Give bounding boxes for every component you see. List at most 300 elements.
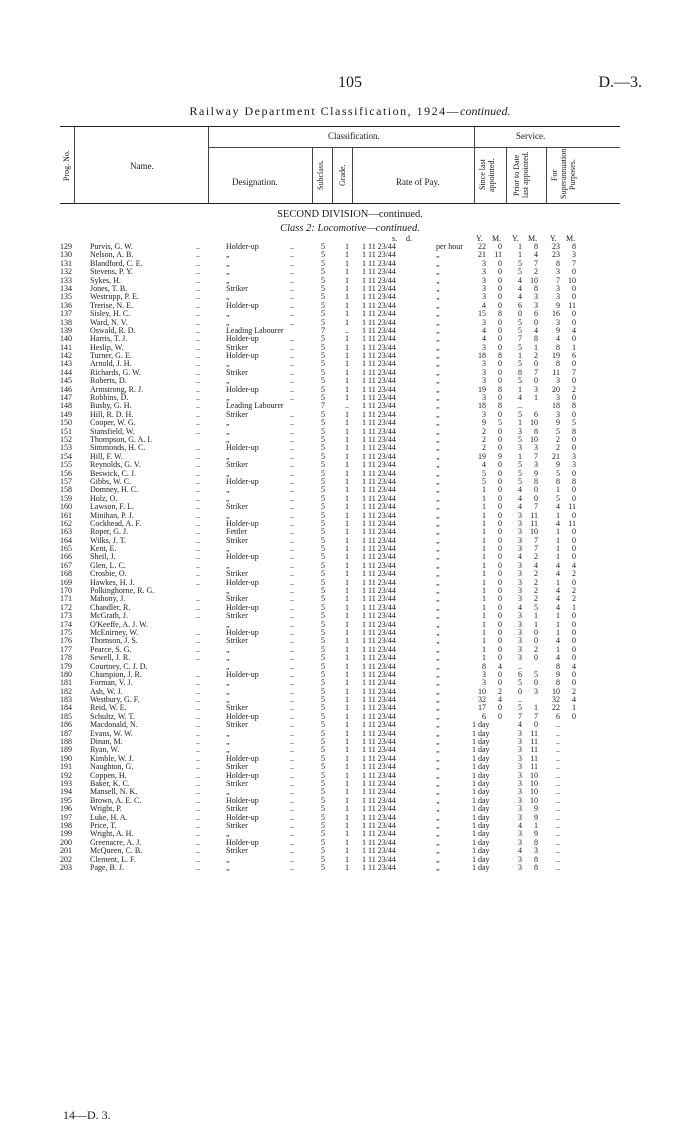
cell-since-last-years: 1 (482, 569, 486, 579)
cell-grade: 1 (345, 502, 349, 512)
cell-prog-no: 171 (60, 594, 72, 604)
cell-subclass: 5 (321, 695, 325, 705)
footer-ref: 14—D. 3. (63, 1108, 111, 1122)
cell-super-years: .. (556, 753, 560, 763)
cell-prog-no: 159 (60, 493, 72, 503)
cell-super-months: 0 (572, 527, 576, 537)
cell-super-years: 4 (556, 602, 560, 612)
page-reference: D.—3. (598, 74, 642, 91)
cell-prog-no: 132 (60, 267, 72, 277)
cell-designation: „ (226, 317, 230, 327)
cell-designation: Leading Labourer (226, 325, 284, 335)
cell-leader-2: .. (290, 300, 294, 310)
cell-leader-2: .. (290, 829, 294, 839)
cell-since-last-years: 1 day (472, 862, 490, 872)
cell-designation: „ (226, 468, 230, 478)
cell-leader-1: .. (196, 653, 200, 663)
cell-subclass: 5 (321, 737, 325, 747)
cell-prior-years: 5 (518, 317, 522, 327)
cell-since-last-months: 0 (498, 443, 502, 453)
unit-s: s. (392, 234, 398, 243)
cell-rate-unit: „ (436, 586, 440, 596)
unit-y3: Y. (550, 234, 557, 243)
cell-super-months: 0 (572, 493, 576, 503)
cell-leader-2: .. (290, 728, 294, 738)
cell-rate-unit: „ (436, 527, 440, 537)
cell-leader-1: .. (196, 552, 200, 562)
cell-prior-months: 1 (534, 619, 538, 629)
cell-subclass: 5 (321, 242, 325, 251)
cell-since-last-years: 4 (482, 300, 486, 310)
cell-rate-of-pay: 1 11 23/44 (362, 359, 396, 369)
cell-prior-months: 10 (530, 787, 538, 797)
cell-since-last-months: 0 (498, 644, 502, 654)
cell-prog-no: 146 (60, 384, 72, 394)
cell-since-last-months: 0 (498, 560, 502, 570)
cell-super-months: 10 (568, 275, 576, 285)
cell-super-years: .. (556, 820, 560, 830)
cell-rate-unit: „ (436, 812, 440, 822)
cell-prog-no: 180 (60, 669, 72, 679)
cell-leader-1: .. (196, 443, 200, 453)
cell-rate-unit: „ (436, 460, 440, 470)
cell-leader-2: .. (290, 644, 294, 654)
cell-super-months: 0 (572, 627, 576, 637)
cell-prog-no: 163 (60, 527, 72, 537)
cell-leader-2: .. (290, 854, 294, 864)
cell-rate-unit: „ (436, 426, 440, 436)
cell-designation: Holder-up (226, 351, 259, 361)
cell-rate-of-pay: 1 11 23/44 (362, 820, 396, 830)
cell-leader-1: .. (196, 460, 200, 470)
cell-leader-1: .. (196, 804, 200, 814)
cell-name: Turner, G. E. (90, 351, 132, 361)
cell-subclass: 5 (321, 418, 325, 428)
cell-since-last-years: 18 (478, 351, 486, 361)
cell-designation: „ (226, 426, 230, 436)
cell-leader-1: .. (196, 602, 200, 612)
cell-rate-unit: „ (436, 317, 440, 327)
cell-prior-months: 5 (534, 669, 538, 679)
cell-since-last-years: 1 (482, 594, 486, 604)
cell-leader-1: .. (196, 577, 200, 587)
cell-designation: Striker (226, 611, 248, 621)
cell-leader-2: .. (290, 485, 294, 495)
cell-since-last-months: 0 (498, 342, 502, 352)
cell-subclass: 5 (321, 711, 325, 721)
cell-rate-of-pay: 1 11 23/44 (362, 351, 396, 361)
cell-name: Luke, H. A. (90, 812, 128, 822)
cell-leader-1: .. (196, 745, 200, 755)
cell-prior-months: 0 (534, 359, 538, 369)
cell-name: McQueen, C. B. (90, 846, 143, 856)
cell-prog-no: 147 (60, 393, 72, 403)
cell-rate-unit: „ (436, 384, 440, 394)
cell-since-last-months: 0 (498, 535, 502, 545)
cell-designation: Striker (226, 636, 248, 646)
cell-rate-unit: „ (436, 393, 440, 403)
cell-rate-of-pay: 1 11 23/44 (362, 854, 396, 864)
cell-leader-1: .. (196, 468, 200, 478)
cell-since-last-years: 1 day (472, 795, 490, 805)
cell-super-years: 3 (556, 292, 560, 302)
cell-super-years: 1 (556, 485, 560, 495)
cell-prog-no: 142 (60, 351, 72, 361)
cell-super-months: 2 (572, 586, 576, 596)
cell-designation: „ (226, 862, 230, 872)
cell-subclass: 5 (321, 283, 325, 293)
cell-rate-of-pay: 1 11 23/44 (362, 283, 396, 293)
cell-super-months: 0 (572, 267, 576, 277)
cell-since-last-years: 1 day (472, 762, 490, 772)
header-designation: Designation. (232, 177, 278, 187)
cell-leader-2: .. (290, 376, 294, 386)
cell-since-last-years: 3 (482, 678, 486, 688)
cell-subclass: 5 (321, 854, 325, 864)
cell-prog-no: 139 (60, 325, 72, 335)
cell-subclass: 5 (321, 862, 325, 872)
cell-rate-unit: „ (436, 577, 440, 587)
cell-rate-unit: „ (436, 552, 440, 562)
cell-name: Wright, P. (90, 804, 122, 814)
cell-super-months: 0 (572, 409, 576, 419)
cell-designation: Striker (226, 283, 248, 293)
class-title: Class 2: Locomotive—continued. (280, 223, 420, 234)
cell-since-last-years: 18 (478, 401, 486, 411)
cell-name: Jones, T. B. (90, 283, 128, 293)
cell-grade: 1 (345, 317, 349, 327)
cell-grade: 1 (345, 560, 349, 570)
cell-rate-of-pay: 1 11 23/44 (362, 762, 396, 772)
cell-designation: „ (226, 418, 230, 428)
cell-leader-1: .. (196, 720, 200, 730)
cell-prior-years: 1 (518, 351, 522, 361)
cell-leader-2: .. (290, 602, 294, 612)
cell-rate-of-pay: 1 11 23/44 (362, 753, 396, 763)
cell-prog-no: 144 (60, 367, 72, 377)
cell-designation: „ (226, 393, 230, 403)
cell-subclass: 5 (321, 577, 325, 587)
cell-prior-months: 3 (534, 300, 538, 310)
cell-prog-no: 186 (60, 720, 72, 730)
cell-subclass: 5 (321, 502, 325, 512)
cell-name: Gibbs, W. C. (90, 476, 132, 486)
cell-leader-1: .. (196, 737, 200, 747)
cell-rate-of-pay: 1 11 23/44 (362, 485, 396, 495)
cell-grade: 1 (345, 703, 349, 713)
cell-subclass: 5 (321, 627, 325, 637)
cell-designation: Striker (226, 502, 248, 512)
cell-subclass: 5 (321, 678, 325, 688)
cell-since-last-years: 1 (482, 544, 486, 554)
cell-prog-no: 131 (60, 258, 72, 268)
cell-designation: Holder-up (226, 795, 259, 805)
cell-super-years: 4 (556, 518, 560, 528)
cell-prior-years: 4 (518, 846, 522, 856)
cell-prog-no: 193 (60, 779, 72, 788)
cell-prior-months: 7 (534, 451, 538, 461)
cell-grade: 1 (345, 250, 349, 260)
cell-prior-months: 11 (530, 745, 538, 755)
cell-rate-of-pay: 1 11 23/44 (362, 242, 396, 251)
table-row (60, 864, 620, 872)
cell-name: McGrath, J. (90, 611, 128, 621)
cell-super-years: 1 (556, 527, 560, 537)
cell-since-last-years: 1 day (472, 837, 490, 847)
cell-prior-years: 1 (518, 418, 522, 428)
cell-rate-of-pay: 1 11 23/44 (362, 418, 396, 428)
cell-super-years: 3 (556, 409, 560, 419)
cell-name: Sewell, J. R. (90, 653, 131, 663)
cell-super-years: 8 (556, 476, 560, 486)
cell-rate-of-pay: 1 11 23/44 (362, 317, 396, 327)
cell-super-years: .. (556, 846, 560, 856)
cell-super-months: 1 (572, 602, 576, 612)
cell-leader-1: .. (196, 309, 200, 319)
cell-super-years: .. (556, 787, 560, 797)
cell-leader-2: .. (290, 317, 294, 327)
cell-designation: Holder-up (226, 753, 259, 763)
cell-prior-months: 2 (534, 594, 538, 604)
cell-prog-no: 133 (60, 275, 72, 285)
cell-subclass: 5 (321, 250, 325, 260)
cell-grade: 1 (345, 342, 349, 352)
cell-leader-1: .. (196, 594, 200, 604)
cell-designation: Striker (226, 820, 248, 830)
cell-subclass: 5 (321, 300, 325, 310)
cell-subclass: 5 (321, 493, 325, 503)
cell-rate-of-pay: 1 11 23/44 (362, 476, 396, 486)
cell-rate-of-pay: 1 11 23/44 (362, 451, 396, 461)
cell-prog-no: 168 (60, 569, 72, 579)
cell-name: Macdonald, N. (90, 720, 138, 730)
cell-prog-no: 165 (60, 544, 72, 554)
cell-subclass: 5 (321, 728, 325, 738)
cell-leader-2: .. (290, 384, 294, 394)
cell-name: Price, T. (90, 820, 117, 830)
cell-super-months: 11 (568, 502, 576, 512)
cell-leader-1: .. (196, 686, 200, 696)
cell-since-last-months: 0 (498, 577, 502, 587)
cell-leader-1: .. (196, 829, 200, 839)
cell-grade: 1 (345, 636, 349, 646)
cell-since-last-years: 1 (482, 611, 486, 621)
cell-rate-unit: „ (436, 300, 440, 310)
cell-leader-2: .. (290, 250, 294, 260)
cell-prior-months: 1 (534, 611, 538, 621)
cell-since-last-months: 0 (498, 476, 502, 486)
cell-grade: 1 (345, 619, 349, 629)
cell-leader-2: .. (290, 569, 294, 579)
cell-super-months: 0 (572, 317, 576, 327)
cell-prior-years: 5 (518, 359, 522, 369)
cell-grade: 1 (345, 292, 349, 302)
unit-m1: M. (492, 234, 502, 243)
cell-leader-2: .. (290, 820, 294, 830)
cell-rate-of-pay: 1 11 23/44 (362, 401, 396, 411)
cell-subclass: 5 (321, 275, 325, 285)
cell-subclass: 5 (321, 393, 325, 403)
cell-since-last-months: 0 (498, 376, 502, 386)
cell-designation: „ (226, 292, 230, 302)
cell-rate-unit: „ (436, 418, 440, 428)
cell-super-months: 0 (572, 669, 576, 679)
cell-since-last-months: 0 (498, 611, 502, 621)
cell-super-months: 3 (572, 451, 576, 461)
cell-subclass: 5 (321, 451, 325, 461)
cell-rate-of-pay: 1 11 23/44 (362, 409, 396, 419)
cell-since-last-years: 3 (482, 317, 486, 327)
cell-since-last-months: 0 (498, 300, 502, 310)
cell-leader-1: .. (196, 636, 200, 646)
cell-prior-months: 1 (534, 393, 538, 403)
cell-prior-months: 3 (534, 384, 538, 394)
cell-rate-of-pay: 1 11 23/44 (362, 577, 396, 587)
cell-since-last-years: 1 (482, 586, 486, 596)
cell-prog-no: 187 (60, 728, 72, 738)
cell-since-last-years: 10 (478, 686, 486, 696)
cell-prog-no: 129 (60, 242, 72, 251)
cell-name: Purvis, G. W. (90, 242, 133, 251)
cell-since-last-years: 3 (482, 342, 486, 352)
cell-subclass: 5 (321, 829, 325, 839)
cell-since-last-months: 0 (498, 434, 502, 444)
cell-designation: „ (226, 275, 230, 285)
cell-leader-2: .. (290, 342, 294, 352)
cell-prior-years: 3 (518, 770, 522, 780)
cell-super-years: 3 (556, 283, 560, 293)
cell-prog-no: 188 (60, 737, 72, 747)
cell-prior-months: 0 (534, 485, 538, 495)
cell-grade: 1 (345, 846, 349, 856)
header-since-last: Since last appointed. (478, 158, 496, 192)
cell-since-last-years: 3 (482, 367, 486, 377)
cell-since-last-years: 22 (478, 242, 486, 251)
cell-leader-1: .. (196, 242, 200, 251)
cell-prior-months: 9 (534, 812, 538, 822)
cell-grade: 1 (345, 376, 349, 386)
cell-name: Hill, F. W. (90, 451, 123, 461)
cell-subclass: 5 (321, 820, 325, 830)
cell-since-last-years: 1 (482, 644, 486, 654)
cell-super-years: .. (556, 737, 560, 747)
cell-super-months: 0 (572, 359, 576, 369)
cell-name: Reid, W. E. (90, 703, 127, 713)
cell-super-years: 8 (556, 258, 560, 268)
cell-grade: 1 (345, 393, 349, 403)
cell-name: Baker, K. C. (90, 779, 130, 788)
cell-prior-years: 5 (518, 468, 522, 478)
cell-subclass: 5 (321, 317, 325, 327)
cell-since-last-months: 0 (498, 409, 502, 419)
cell-super-months: 2 (572, 384, 576, 394)
cell-prior-months: 10 (530, 418, 538, 428)
cell-rate-unit: „ (436, 854, 440, 864)
cell-rate-unit: „ (436, 334, 440, 344)
cell-name: Courtney, C. J. D. (90, 661, 148, 671)
cell-super-years: .. (556, 837, 560, 847)
cell-since-last-years: 9 (482, 418, 486, 428)
cell-super-years: 1 (556, 627, 560, 637)
cell-grade: 1 (345, 678, 349, 688)
cell-rate-unit: „ (436, 804, 440, 814)
cell-super-years: .. (556, 854, 560, 864)
cell-name: Ward, N. V. (90, 317, 128, 327)
cell-prior-months: 0 (534, 720, 538, 730)
cell-prior-months: 7 (534, 502, 538, 512)
cell-since-last-months: 0 (498, 242, 502, 251)
cell-rate-of-pay: 1 11 23/44 (362, 636, 396, 646)
cell-prior-years: 3 (518, 737, 522, 747)
cell-subclass: 5 (321, 359, 325, 369)
cell-prior-years: 3 (518, 854, 522, 864)
cell-prior-years: 4 (518, 493, 522, 503)
cell-rate-unit: „ (436, 762, 440, 772)
cell-since-last-years: 1 day (472, 812, 490, 822)
cell-since-last-months: 0 (498, 460, 502, 470)
cell-since-last-years: 1 (482, 602, 486, 612)
cell-rate-of-pay: 1 11 23/44 (362, 627, 396, 637)
cell-leader-1: .. (196, 820, 200, 830)
cell-since-last-years: 3 (482, 292, 486, 302)
cell-rate-unit: „ (436, 627, 440, 637)
cell-prior-months: 11 (530, 518, 538, 528)
cell-prior-months: 8 (534, 476, 538, 486)
cell-leader-2: .. (290, 267, 294, 277)
cell-since-last-years: 1 day (472, 779, 490, 788)
cell-subclass: 5 (321, 720, 325, 730)
cell-leader-2: .. (290, 451, 294, 461)
cell-designation: „ (226, 493, 230, 503)
cell-prior-years: 3 (518, 527, 522, 537)
cell-grade: 1 (345, 384, 349, 394)
table-row (60, 394, 620, 402)
cell-super-months: 0 (572, 644, 576, 654)
cell-prior-years: 4 (518, 602, 522, 612)
cell-leader-1: .. (196, 627, 200, 637)
cell-rate-of-pay: 1 11 23/44 (362, 669, 396, 679)
cell-super-years: 9 (556, 460, 560, 470)
cell-designation: „ (226, 787, 230, 797)
cell-since-last-months: 0 (498, 393, 502, 403)
cell-prior-years: 4 (518, 720, 522, 730)
cell-leader-1: .. (196, 376, 200, 386)
cell-name: Minihan, P. J. (90, 510, 134, 520)
cell-super-years: 4 (556, 586, 560, 596)
cell-since-last-years: 1 (482, 552, 486, 562)
cell-since-last-months: 0 (498, 292, 502, 302)
cell-since-last-years: 4 (482, 334, 486, 344)
cell-leader-2: .. (290, 586, 294, 596)
cell-subclass: 5 (321, 837, 325, 847)
cell-leader-2: .. (290, 476, 294, 486)
cell-since-last-years: 1 (482, 535, 486, 545)
cell-prog-no: 170 (60, 586, 72, 596)
cell-prog-no: 164 (60, 535, 72, 545)
cell-prior-years: 3 (518, 644, 522, 654)
cell-prog-no: 189 (60, 745, 72, 755)
cell-super-years: 11 (552, 367, 560, 377)
cell-leader-1: .. (196, 317, 200, 327)
cell-grade: 1 (345, 720, 349, 730)
cell-super-years: 1 (556, 510, 560, 520)
cell-rate-unit: „ (436, 795, 440, 805)
cell-subclass: 5 (321, 653, 325, 663)
cell-since-last-months: 0 (498, 493, 502, 503)
cell-prog-no: 138 (60, 317, 72, 327)
cell-grade: 1 (345, 485, 349, 495)
cell-prior-months: 11 (530, 762, 538, 772)
